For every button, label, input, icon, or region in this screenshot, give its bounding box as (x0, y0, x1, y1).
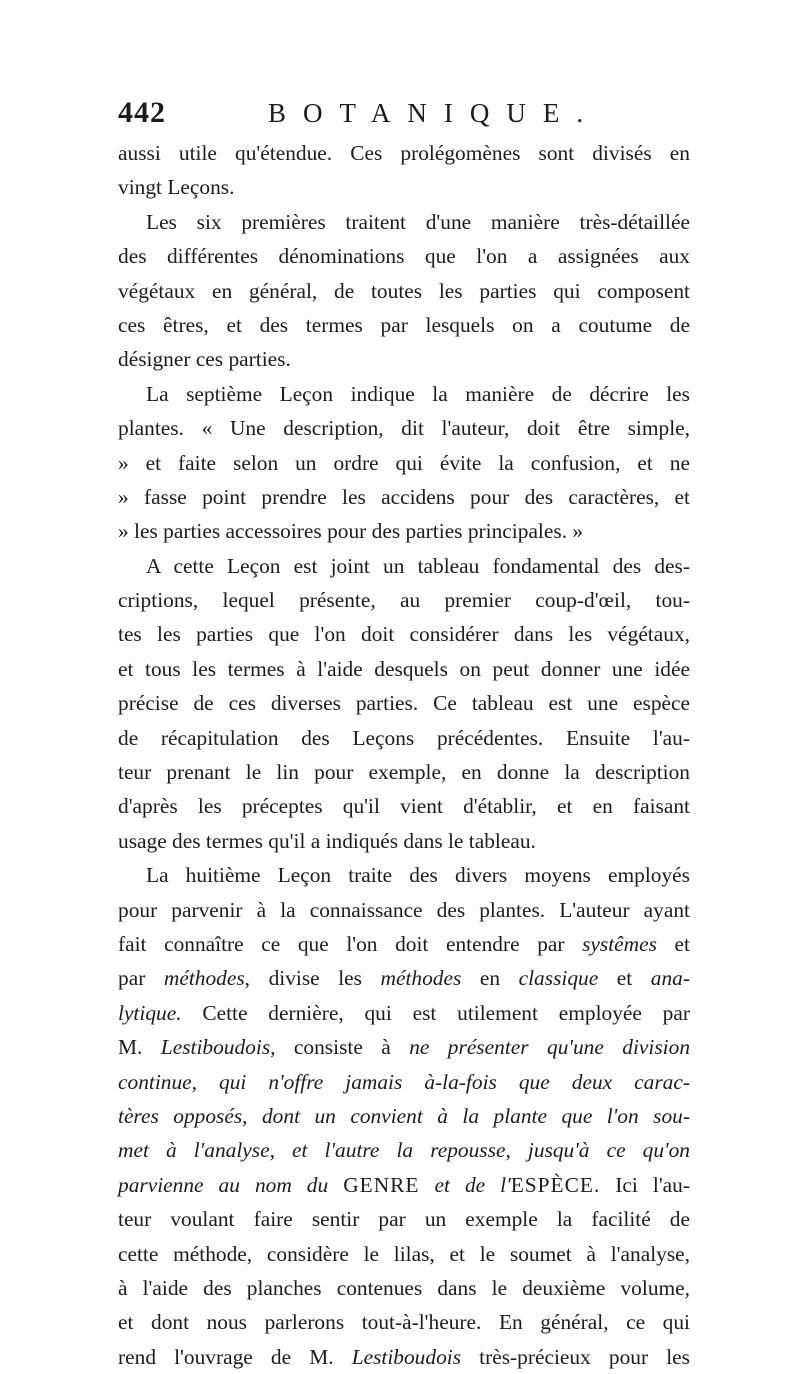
text-line (118, 1271, 690, 1305)
text-segment: désigner ces parties. (118, 347, 291, 372)
text-line (118, 996, 690, 1030)
text-segment: La huitième Leçon traite des divers moyens employés (146, 863, 690, 888)
text-segment: précise de ces diverses parties. Ce tableau est une espèce (118, 691, 690, 716)
text-segment: Cette dernière, qui est utilement employée par (181, 1000, 690, 1025)
text-segment: teur prenant le lin pour exemple, en donne la description (118, 760, 690, 785)
text-segment: » et faite selon un ordre qui évite la confusion, et ne (118, 450, 690, 475)
italic-segment: Lestiboudois, (160, 1035, 276, 1060)
text-segment: de récapitulation des Leçons précédentes. Ensuite l'au- (118, 725, 690, 750)
text-segment: et tous les termes à l'aide desquels on peut donner une idée (118, 656, 690, 681)
text-line (118, 686, 690, 720)
text-segment: , divise les (244, 966, 381, 991)
text-line (118, 1168, 690, 1202)
text-line (118, 274, 690, 308)
text-segment: tes les parties que l'on doit considérer dans les végétaux, (118, 622, 690, 647)
text-line (118, 549, 690, 583)
text-segment: Ici l'au- (600, 1172, 690, 1197)
text-line (118, 755, 690, 789)
italic-segment: tères opposés, dont un convient à la plante que l'on sou- (118, 1103, 690, 1128)
text-segment: par (118, 966, 164, 991)
italic-segment: méthodes (380, 966, 462, 991)
text-line (118, 893, 690, 927)
italic-segment: ana- (650, 966, 690, 991)
text-line (118, 136, 690, 170)
text-line (118, 446, 690, 480)
italic-segment: met à l'analyse, et l'autre la repousse, jusqu'à ce qu'on (118, 1138, 690, 1163)
text-segment: » fasse point prendre les accidens pour des caractères, et (118, 484, 690, 509)
small-caps-segment: ESPÈCE. (510, 1172, 601, 1197)
text-segment: aussi utile qu'étendue. Ces prolégomènes sont divisés en (118, 141, 690, 165)
text-line (118, 1340, 690, 1374)
italic-segment: méthodes (163, 966, 245, 991)
page-title: BOTANIQUE. (268, 98, 601, 128)
page-number: 442 (118, 96, 166, 129)
text-segment: ces êtres, et des termes par lesquels on a coutume de (118, 312, 690, 337)
text-segment: fait connaître ce que l'on doit entendre par (118, 931, 583, 956)
text-line (118, 583, 690, 617)
text-line (118, 205, 690, 239)
text-segment: et dont nous parlerons tout-à-l'heure. En général, ce qui (118, 1310, 690, 1335)
body-text (118, 136, 690, 1374)
text-line (118, 239, 690, 273)
text-segment: d'après les préceptes qu'il vient d'établir, et en faisant (118, 794, 690, 819)
text-line (118, 617, 690, 651)
text-segment: consiste à (275, 1035, 410, 1060)
text-segment: » les parties accessoires pour des parties principales. » (118, 519, 584, 544)
text-segment: teur voulant faire sentir par un exemple la facilité de (118, 1207, 690, 1232)
text-segment: très-précieux pour les (461, 1344, 690, 1369)
text-line (118, 480, 690, 514)
small-caps-segment: GENRE (343, 1172, 420, 1197)
text-segment: végétaux en général, de toutes les parties qui composent (118, 278, 690, 303)
italic-segment: ne présenter qu'une division (409, 1035, 691, 1060)
italic-segment: et de l' (419, 1172, 511, 1197)
text-segment: A cette Leçon est joint un tableau fondamental des des- (146, 553, 690, 578)
text-line (118, 1099, 690, 1133)
italic-segment: lytique. (118, 1000, 182, 1025)
italic-segment: continue, qui n'offre jamais à-la-fois que deux carac- (118, 1069, 690, 1094)
text-line (118, 1133, 690, 1167)
text-line (118, 927, 690, 961)
text-line (118, 721, 690, 755)
text-line (118, 514, 690, 548)
text-segment: plantes. « Une description, dit l'auteur, doit être simple, (118, 416, 690, 441)
text-segment: et (656, 931, 690, 956)
text-line (118, 1305, 690, 1339)
italic-segment: Lestiboudois (351, 1344, 462, 1369)
text-segment: des différentes dénominations que l'on a assignées aux (118, 244, 690, 269)
text-segment: en (461, 966, 519, 991)
text-line (118, 377, 690, 411)
text-line (118, 1030, 690, 1064)
text-segment: criptions, lequel présente, au premier coup-d'œil, tou- (118, 588, 690, 613)
text-segment: usage des termes qu'il a indiqués dans le tableau. (118, 828, 536, 853)
text-line (118, 411, 690, 445)
italic-segment: systêmes (582, 931, 657, 956)
text-segment: La septième Leçon indique la manière de décrire les (146, 381, 690, 406)
text-segment: Les six premières traitent d'une manière très-détaillée (146, 209, 690, 234)
text-line (118, 342, 690, 376)
text-segment: vingt Leçons. (118, 175, 235, 200)
text-line (118, 789, 690, 823)
text-line (118, 1065, 690, 1099)
text-line (118, 824, 690, 858)
text-line (118, 652, 690, 686)
italic-segment: classique (518, 966, 599, 991)
text-segment: cette méthode, considère le lilas, et le soumet à l'analyse, (118, 1241, 690, 1266)
text-segment: à l'aide des planches contenues dans le deuxième volume, (118, 1275, 690, 1300)
italic-segment: parvienne au nom du (118, 1172, 344, 1197)
text-segment: et (598, 966, 651, 991)
text-segment: M. (118, 1035, 161, 1060)
text-line (118, 961, 690, 995)
text-segment: rend l'ouvrage de M. (118, 1344, 352, 1369)
text-line (118, 858, 690, 892)
text-line (118, 1202, 690, 1236)
text-line (118, 308, 690, 342)
running-head (118, 96, 688, 136)
text-segment: pour parvenir à la connaissance des plantes. L'auteur ayant (118, 897, 690, 922)
text-line (118, 1237, 690, 1271)
text-line (118, 170, 690, 204)
